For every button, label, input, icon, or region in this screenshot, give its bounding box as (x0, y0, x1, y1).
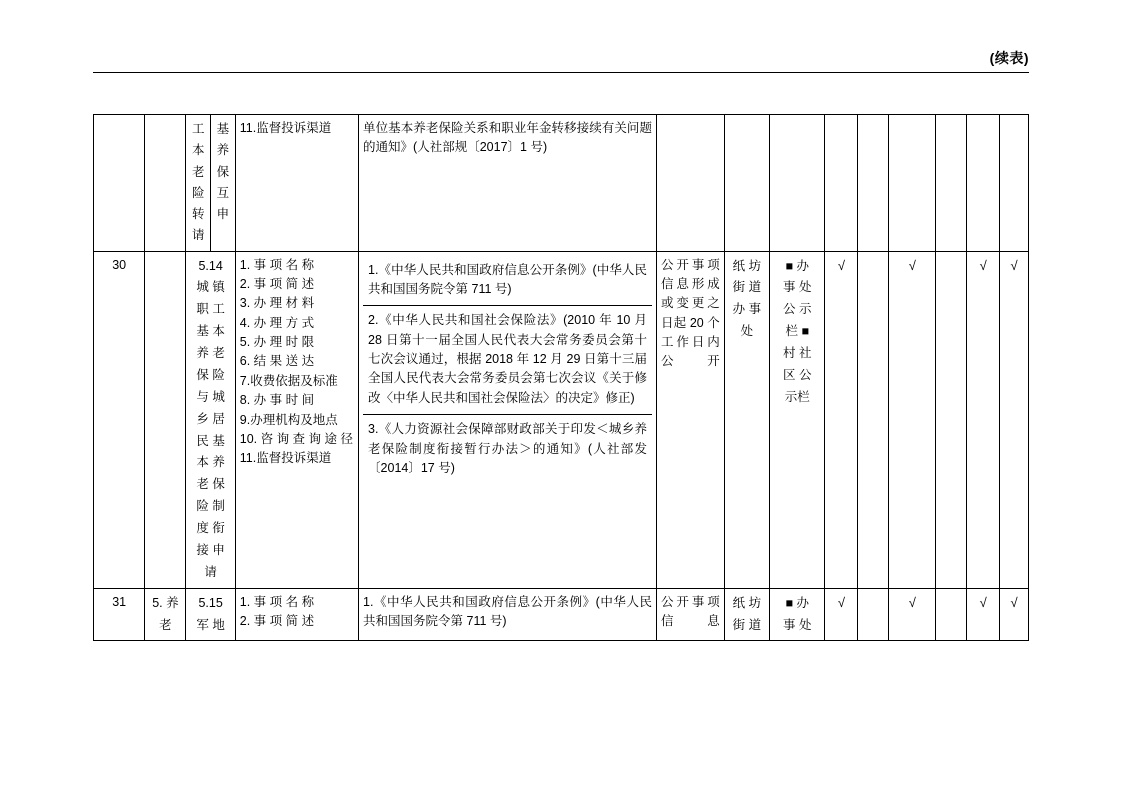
element-item: 6. 结 果 送 达 (239, 354, 315, 369)
row-basis: 1.《中华人民共和国政府信息公开条例》(中华人民共和国国务院令第 711 号) (359, 588, 657, 641)
disclosure-form-line: 事 处 (783, 617, 812, 632)
item-code-line: 基 本 (196, 324, 225, 339)
row-disclosure-content: 公开事项信息 (657, 588, 725, 641)
row-check-1 (825, 115, 858, 252)
disclosure-form-line: 示栏 (784, 389, 810, 404)
row-check-2 (858, 115, 889, 252)
row-number: 30 (94, 251, 145, 588)
row-elements (235, 251, 358, 588)
disclosure-form-line: 村 社 (783, 346, 812, 360)
row-check-4 (936, 251, 967, 588)
item-code-line: 职 工 (196, 302, 225, 317)
row-category (145, 115, 186, 252)
disclosure-form-line: ■ 办 (785, 258, 810, 273)
item-code-line: 与 城 (196, 389, 225, 404)
disclosure-time-line: 纸 坊 (732, 258, 762, 273)
table-row (94, 588, 1029, 641)
row-disclosure-content (657, 115, 725, 252)
element-item: 9.办理机构及地点 (239, 412, 338, 427)
disclosure-form-line: 区 公 (783, 367, 812, 382)
item-code-col-a-text: 险 (192, 185, 205, 200)
row-category (145, 588, 186, 641)
basis-list (363, 256, 652, 485)
row-check-4 (936, 588, 967, 641)
item-code-line: 军 地 (196, 617, 225, 632)
item-code-line: 保 险 (196, 367, 225, 382)
row-disclosure-form (770, 251, 825, 588)
header-divider (93, 72, 1029, 73)
item-code-line: 接 申 (196, 542, 225, 557)
row-item-code-col-b (211, 115, 236, 252)
category-line: 5. 养 (152, 595, 179, 610)
row-check-3: √ (889, 251, 936, 588)
item-code-line: 民 基 (196, 433, 225, 448)
row-check-5: √ (967, 251, 1000, 588)
row-item-code (186, 251, 235, 588)
element-item: 2. 事 项 简 述 (239, 614, 315, 628)
disclosure-time-line: 办 事 (732, 302, 762, 317)
row-category (145, 251, 186, 588)
item-code-line: 本 养 (196, 455, 225, 470)
row-check-1: √ (825, 588, 858, 641)
row-check-5: √ (967, 588, 1000, 641)
disclosure-time-line: 街 道 (732, 617, 762, 632)
item-code-col-b-text: 基 (216, 122, 230, 136)
item-code-col-a-text: 请 (192, 228, 205, 243)
element-item: 11.监督投诉渠道 (239, 121, 332, 135)
row-disclosure-time (724, 115, 769, 252)
row-check-3 (889, 115, 936, 252)
row-check-5 (967, 115, 1000, 252)
category-line: 老 (159, 617, 172, 632)
element-item: 4. 办 理 方 式 (239, 315, 315, 330)
item-code-col-a-text: 本 (192, 143, 205, 158)
row-check-1: √ (825, 251, 858, 588)
item-code-col-a-text: 工 (192, 122, 205, 136)
item-code-col-a-text: 转 (192, 207, 205, 221)
disclosure-time-line: 处 (740, 324, 754, 339)
disclosure-form-line: 公 示 (783, 302, 812, 317)
element-item: 2. 事 项 简 述 (239, 276, 315, 291)
row-basis: 单位基本养老保险关系和职业年金转移接续有关问题的通知》(人社部规〔2017〕1 号) (359, 115, 657, 252)
row-item-code (186, 588, 235, 641)
element-item: 1. 事 项 名 称 (239, 257, 315, 272)
item-code-col-b-text: 互 (216, 185, 230, 200)
row-check-3: √ (889, 588, 936, 641)
row-check-6 (1000, 115, 1029, 252)
row-disclosure-form (770, 588, 825, 641)
disclosure-table (93, 114, 1029, 641)
element-item: 11.监督投诉渠道 (239, 451, 332, 466)
basis-item: 3.《人力资源社会保障部财政部关于印发＜城乡养老保险制度衔接暂行办法＞的通知》(人社部发〔2014〕17 号) (368, 422, 647, 475)
item-code-line: 5.14 (198, 258, 223, 273)
row-check-2 (858, 251, 889, 588)
item-code-line: 老 保 (196, 477, 225, 492)
row-check-4 (936, 115, 967, 252)
table-row (94, 115, 1029, 252)
row-disclosure-time (724, 588, 769, 641)
row-disclosure-content: 公开事项信息形成或变更之日起 20 个工作日内公开 (657, 251, 725, 588)
element-item: 10. 咨 询 查 询 途 径 (239, 431, 353, 446)
item-code-line: 养 老 (196, 346, 225, 360)
disclosure-time-line: 街 道 (732, 280, 762, 295)
row-number: 31 (94, 588, 145, 641)
disclosure-form-line: 事 处 (783, 280, 812, 295)
element-item: 5. 办 理 时 限 (239, 335, 315, 349)
item-code-line: 5.15 (198, 595, 223, 610)
row-check-6: √ (1000, 251, 1029, 588)
row-check-6: √ (1000, 588, 1029, 641)
row-elements (235, 115, 358, 252)
disclosure-form-line: 栏 ■ (785, 324, 810, 339)
item-code-col-b-text: 养 (216, 143, 230, 158)
element-item: 1. 事 项 名 称 (239, 594, 315, 609)
table-row (94, 251, 1029, 588)
item-code-col-b-text: 申 (216, 207, 230, 221)
item-code-line: 城 镇 (196, 280, 225, 295)
item-code-line: 请 (204, 564, 217, 579)
row-check-2 (858, 588, 889, 641)
disclosure-time-line: 纸 坊 (732, 595, 762, 610)
row-item-code-col-a (186, 115, 211, 252)
row-disclosure-form (770, 115, 825, 252)
row-number (94, 115, 145, 252)
item-code-line: 度 衔 (196, 521, 225, 535)
element-item: 3. 办 理 材 料 (239, 296, 315, 311)
element-item: 8. 办 事 时 间 (239, 393, 315, 408)
disclosure-form-line: ■ 办 (785, 595, 810, 610)
basis-item: 1.《中华人民共和国政府信息公开条例》(中华人民共和国国务院令第 711 号) (363, 256, 652, 306)
item-code-line: 乡 居 (196, 411, 225, 426)
continuation-label: (续表) (989, 50, 1029, 66)
row-elements (235, 588, 358, 641)
basis-item: 2.《中华人民共和国社会保险法》(2010 年 10 月 28 日第十一届全国人民代表大会常务委员会第十七次会议通过，根据 2018 年 12 月 29 日第十三届全国人民代表大会常务委员会第七次会议《关于修改〈中华人民共和国社会保险法〉的决定》修正) (363, 306, 652, 415)
item-code-col-a-text: 老 (192, 164, 205, 179)
row-basis (359, 251, 657, 588)
row-disclosure-time (724, 251, 769, 588)
item-code-col-b-text: 保 (216, 164, 230, 179)
item-code-line: 险 制 (196, 499, 225, 514)
element-item: 7.收费依据及标准 (239, 373, 338, 388)
